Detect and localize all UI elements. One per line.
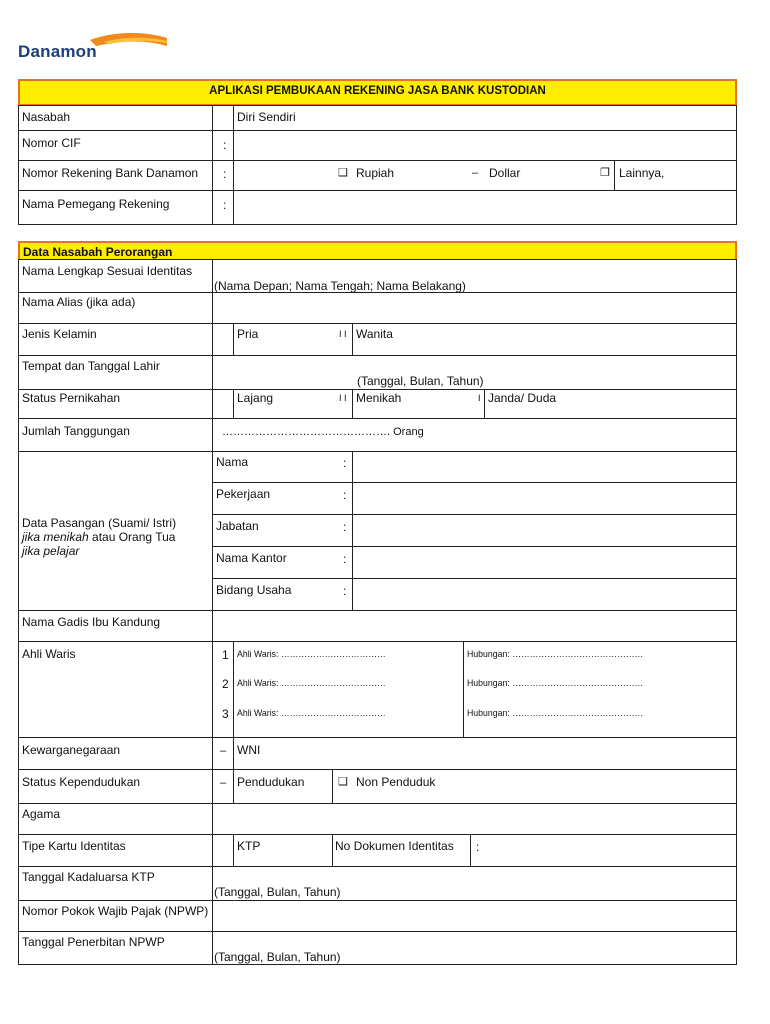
kewarganegaraan-label: Kewarganegaraan <box>22 743 121 757</box>
status-kependudukan-label: Status Kependudukan <box>22 775 141 789</box>
pasangan-jabatan-label: Jabatan <box>216 519 259 533</box>
pasangan-nama-label: Nama <box>216 455 249 469</box>
wanita-checkbox[interactable]: I I <box>339 329 347 339</box>
nama-hint: (Nama Depan; Nama Tengah; Nama Belakang) <box>214 279 466 293</box>
ahli-waris-name-field[interactable]: Ahli Waris: ……………………………… <box>237 708 386 719</box>
ahli-waris-hubungan-field[interactable]: Hubungan: ……………………………………… <box>467 649 644 660</box>
pasangan-bidang-usaha-label: Bidang Usaha <box>216 583 292 597</box>
cif-colon: : <box>223 138 227 152</box>
tanggal-kadaluarsa-label: Tanggal Kadaluarsa KTP <box>22 870 155 884</box>
nama-lengkap-label: Nama Lengkap Sesuai Identitas <box>22 264 193 278</box>
pasangan-pekerjaan-label: Pekerjaan <box>216 487 271 501</box>
menikah-label: Menikah <box>356 391 402 405</box>
non-penduduk-checkbox[interactable]: ❑ <box>338 776 348 788</box>
tanggal-npwp-label: Tanggal Penerbitan NPWP <box>22 935 165 949</box>
npwp-label: Nomor Pokok Wajib Pajak (NPWP) <box>22 904 209 918</box>
ahli-waris-label: Ahli Waris <box>22 647 76 661</box>
logo-text: Danamon <box>18 42 97 61</box>
nama-alias-label: Nama Alias (jika ada) <box>22 295 136 309</box>
tanggungan-fill[interactable]: ………………………………………. Orang <box>222 426 424 438</box>
rupiah-label: Rupiah <box>356 166 395 180</box>
pemegang-input[interactable] <box>238 193 734 222</box>
form-title-bar <box>18 79 737 106</box>
rupiah-checkbox[interactable]: ❑ <box>338 167 348 179</box>
ahli-waris-hubungan-field[interactable]: Hubungan: ……………………………………… <box>467 678 644 689</box>
jumlah-tanggungan-label: Jumlah Tanggungan <box>22 424 130 438</box>
ahli-waris-no: 2 <box>222 677 229 691</box>
lainnya-label: Lainnya, <box>619 166 665 180</box>
pasangan-pekerjaan-colon: : <box>343 488 347 502</box>
tanggal-npwp-hint: (Tanggal, Bulan, Tahun) <box>214 950 341 964</box>
nasabah-label: Nasabah <box>22 110 71 124</box>
ahli-waris-hubungan-field[interactable]: Hubungan: ……………………………………… <box>467 708 644 719</box>
pasangan-nama-kantor-colon: : <box>343 552 347 566</box>
nama-gadis-label: Nama Gadis Ibu Kandung <box>22 615 161 629</box>
ahli-waris-name-field[interactable]: Ahli Waris: ……………………………… <box>237 649 386 660</box>
section-header <box>18 241 737 260</box>
dollar-checkbox[interactable]: – <box>472 167 479 179</box>
janda-duda-checkbox[interactable]: I <box>478 393 481 403</box>
ahli-waris-no: 1 <box>222 648 229 662</box>
janda-duda-label: Janda/ Duda <box>488 391 557 405</box>
no-dokumen-label: No Dokumen Identitas <box>335 839 454 853</box>
rekening-colon: : <box>223 167 227 181</box>
cif-label: Nomor CIF <box>22 136 81 150</box>
ahli-waris-name-field[interactable]: Ahli Waris: ……………………………… <box>237 678 386 689</box>
pasangan-label-line2: jika menikah atau Orang Tua <box>22 530 176 544</box>
pasangan-bidang-usaha-colon: : <box>343 584 347 598</box>
menikah-checkbox[interactable]: I I <box>339 393 347 403</box>
pasangan-label-line3: jika pelajar <box>22 544 80 558</box>
section-title: Data Nasabah Perorangan <box>23 245 173 259</box>
tanggal-lahir-hint: (Tanggal, Bulan, Tahun) <box>357 374 484 388</box>
agama-label: Agama <box>22 807 61 821</box>
pasangan-nama-colon: : <box>343 456 347 470</box>
pasangan-jabatan-colon: : <box>343 520 347 534</box>
pasangan-label-line1: Data Pasangan (Suami/ Istri) <box>22 516 177 530</box>
tempat-tanggal-label: Tempat dan Tanggal Lahir <box>22 359 160 373</box>
lainnya-checkbox[interactable]: ❐ <box>600 167 610 179</box>
rekening-label: Nomor Rekening Bank Danamon <box>22 166 199 180</box>
form-title: APLIKASI PEMBUKAAN REKENING JASA BANK KUSTODIAN <box>209 85 546 97</box>
dollar-label: Dollar <box>489 166 521 180</box>
penduduk-checkbox[interactable]: – <box>220 777 227 789</box>
wni-checkbox[interactable]: – <box>220 745 227 757</box>
npwp-input[interactable] <box>216 904 734 928</box>
non-penduduk-label: Non Penduduk <box>356 775 436 789</box>
penduduk-label: Pendudukan <box>237 775 305 789</box>
tipe-kartu-label: Tipe Kartu Identitas <box>22 839 126 853</box>
tanggal-kadaluarsa-hint: (Tanggal, Bulan, Tahun) <box>214 885 341 899</box>
status-pernikahan-label: Status Pernikahan <box>22 391 121 405</box>
ahli-waris-no: 3 <box>222 707 229 721</box>
pasangan-nama-kantor-label: Nama Kantor <box>216 551 287 565</box>
nasabah-value: Diri Sendiri <box>237 110 296 124</box>
wni-label: WNI <box>237 743 261 757</box>
pemegang-colon: : <box>223 198 227 212</box>
pemegang-label: Nama Pemegang Rekening <box>22 197 170 211</box>
danamon-logo <box>18 28 168 62</box>
nama-alias-input[interactable] <box>216 296 734 320</box>
no-dokumen-colon: : <box>476 840 480 854</box>
cif-input[interactable] <box>238 133 734 157</box>
wanita-label: Wanita <box>356 327 393 341</box>
ktp-label: KTP <box>237 839 261 853</box>
pria-label: Pria <box>237 327 259 341</box>
lajang-label: Lajang <box>237 391 274 405</box>
jenis-kelamin-label: Jenis Kelamin <box>22 327 97 341</box>
